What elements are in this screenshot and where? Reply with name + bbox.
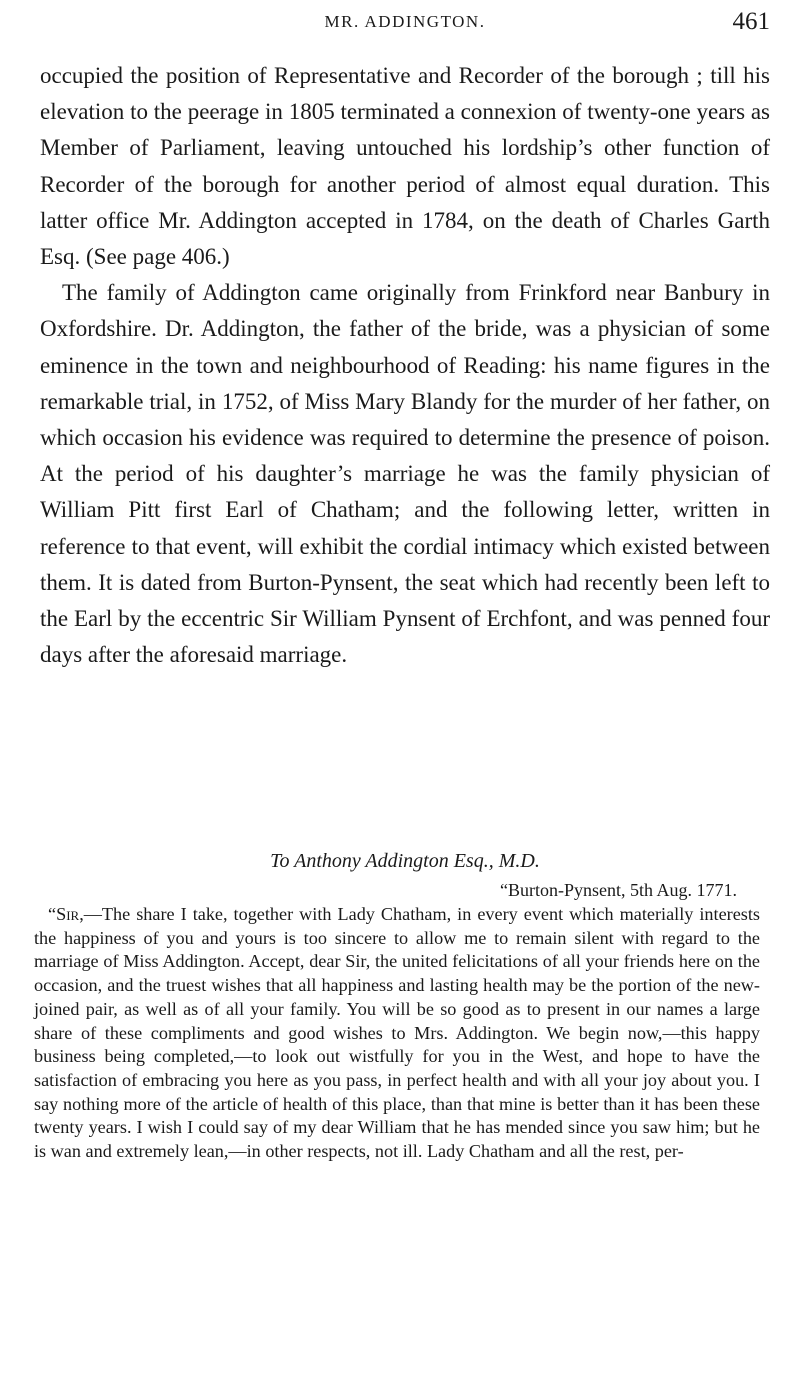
- body-text: [40, 58, 770, 673]
- paragraph-addington-family: The family of Addington came originally from Frinkford near Banbury in Oxfordshire. Dr. Addington, the father of the bride, was a physician of some eminence in the town and neighbourhood of Reading: his name figures in the remarkable trial, in 1752, of Miss Mary Blandy for the murder of her father, on which occasion his evidence was required to determine the presence of poison. At the period of his daughter’s marriage he was the family physician of William Pitt first Earl of Chatham; and the following letter, written in reference to that event, will exhibit the cordial intimacy which existed between them. It is dated from Burton-Pynsent, the seat which had recently been left to the Earl by the eccentric Sir William Pynsent of Erchfont, and was penned four days after the aforesaid marriage.: [40, 280, 770, 668]
- running-head: [40, 8, 770, 38]
- letter-dateline: “Burton-Pynsent, 5th Aug. 1771.: [500, 880, 737, 900]
- letter-salutation: “Sir,: [48, 904, 84, 924]
- running-title: MR. ADDINGTON.: [324, 12, 486, 31]
- letter-text: —The share I take, together with Lady Chatham, in every event which materially interests the happiness of you and yours is too sincere to allow me to remain silent with regard to the marriage of Miss Addington. Accept, dear Sir, the united felicitations of all your friends here on the occasion, and the truest wishes that all happiness and lasting health may be the portion of the new-joined pair, as well as of all your family. You will be so good as to present in our names a large share of these compliments and good wishes to Mrs. Addington. We begin now,—this happy business being completed,—to look out wistfully for you in the West, and hope to have the satisfaction of embracing you here as you pass, in perfect health and with all your joy about you. I say nothing more of the article of health of this place, than that mine is better than it has been these twenty years. I wish I could say of my dear William that he has mended since you saw him; but he is wan and extremely lean,—in other respects, not ill. Lady Chatham and all the rest, per-: [34, 904, 760, 1162]
- letter-body: [34, 903, 760, 1164]
- paragraph-continuation: occupied the position of Representative and Recorder of the borough ; till his elevation to the peerage in 1805 terminated a connexion of twenty-one years as Member of Parliament, leaving untouched his lordship’s other function of Recorder of the borough for another period of almost equal duration. This latter office Mr. Addington accepted in 1784, on the death of Charles Garth Esq. (See page 406.): [40, 63, 770, 270]
- page-number: 461: [732, 8, 770, 35]
- letter-heading: To Anthony Addington Esq., M.D.: [270, 850, 540, 872]
